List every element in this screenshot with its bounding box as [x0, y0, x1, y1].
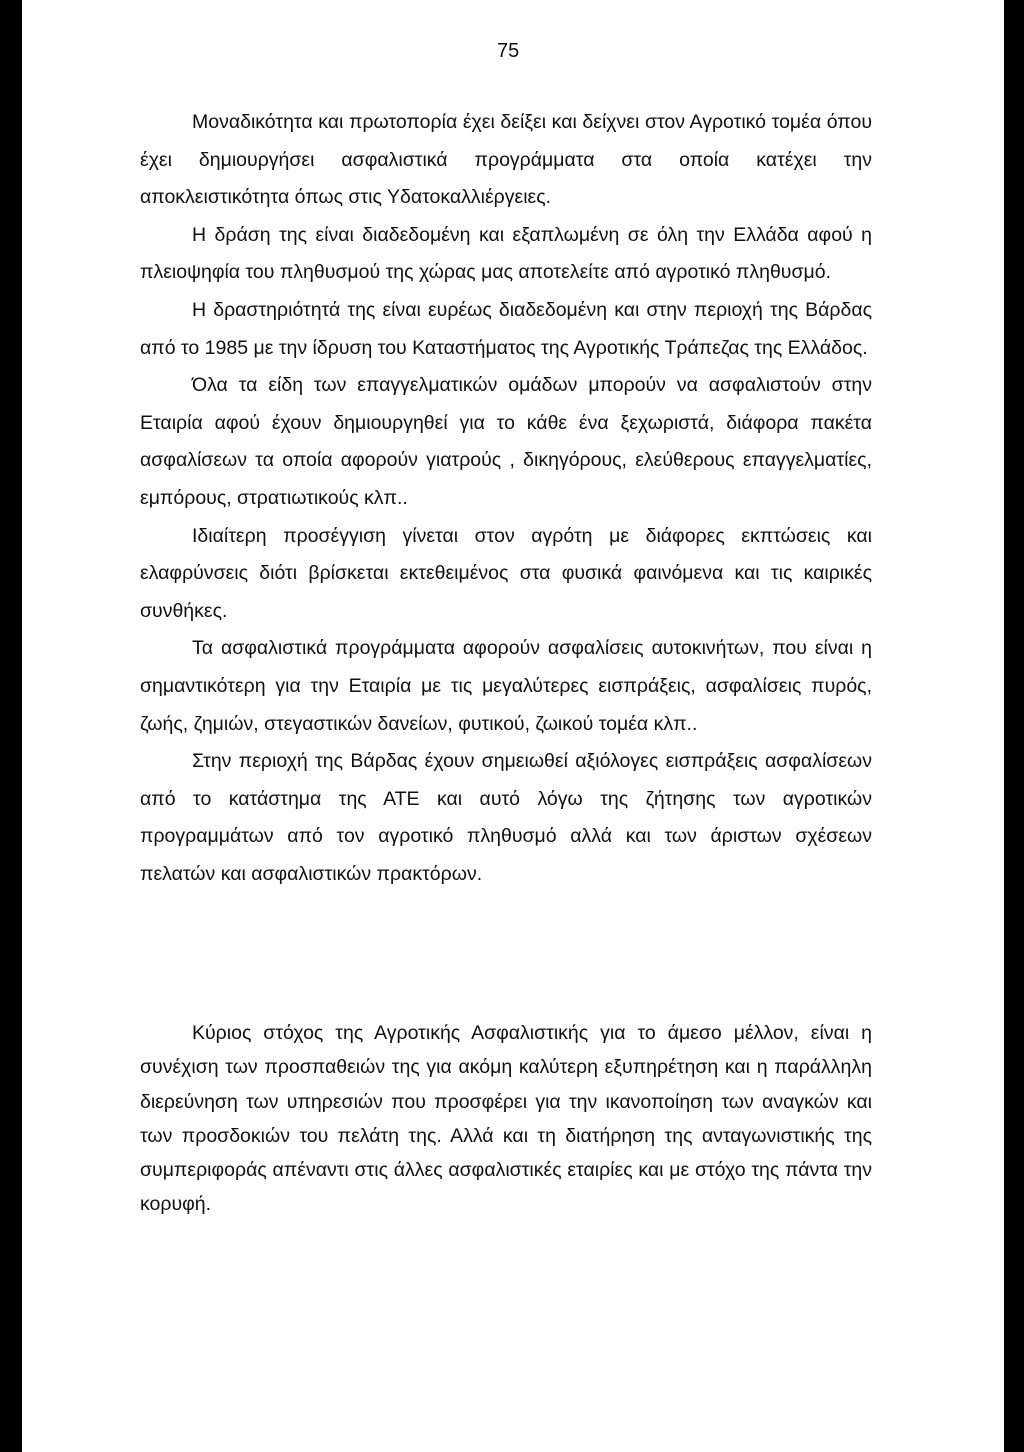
paragraph-varda-activity: Η δραστηριότητά της είναι ευρέως διαδεδομένη και στην περιοχή της Βάρδας από το 1985 με την ίδρυση του Καταστήματος της Αγροτικής Τράπεζας της Ελλάδος. — [140, 298, 872, 359]
paragraph-varda-receipts: Στην περιοχή της Βάρδας έχουν σημειωθεί αξιόλογες εισπράξεις ασφαλίσεων από το κατάστημα της ΑΤΕ και αυτό λόγω της ζήτησης των αγροτικών προγραμμάτων από τον αγροτικό πληθυσμό αλλά και των άριστων σχέσεων πελατών και ασφαλιστικών πρακτόρων. — [140, 750, 872, 885]
paragraph-main-goal: Κύριος στόχος της Αγροτικής Ασφαλιστικής για το άμεσο μέλλον, είναι η συνέχιση των προσπαθειών της για ακόμη καλύτερη εξυπηρέτηση και η παράλληλη διερεύνηση των υπηρεσιών που προσφέρει για την ικανοποίηση των αναγκών και των προσδοκιών του πελάτη της. Αλλά και τη διατήρηση της ανταγωνιστικής της συμπεριφοράς απέναντι στις άλλες ασφαλιστικές εταιρίες και με στόχο της πάντα την κορυφή. — [140, 1022, 872, 1216]
body-text-goal — [140, 1016, 872, 1222]
body-text-main — [140, 104, 872, 893]
document-page — [22, 0, 1004, 1452]
paragraph-spread: Η δράση της είναι διαδεδομένη και εξαπλωμένη σε όλη την Ελλάδα αφού η πλειοψηφία του πληθυσμού της χώρας μας αποτελείτε από αγροτικό πληθυσμό. — [140, 223, 872, 284]
paragraph-uniqueness: Μοναδικότητα και πρωτοπορία έχει δείξει και δείχνει στον Αγροτικό τομέα όπου έχει δημιουργήσει ασφαλιστικά προγράμματα στα οποία κατέχει την αποκλειστικότητα όπως στις Υδατοκαλλιέργειες. — [140, 111, 872, 209]
paragraph-farmer-approach: Ιδιαίτερη προσέγγιση γίνεται στον αγρότη με διάφορες εκπτώσεις και ελαφρύνσεις διότι βρίσκεται εκτεθειμένος στα φυσικά φαινόμενα και τις καιρικές συνθήκες. — [140, 524, 872, 622]
paragraph-insurance-programs: Τα ασφαλιστικά προγράμματα αφορούν ασφαλίσεις αυτοκινήτων, που είναι η σημαντικότερη για την Εταιρία με τις μεγαλύτερες εισπράξεις, ασφαλίσεις πυρός, ζωής, ζημιών, στεγαστικών δανείων, φυτικού, ζωικού τομέα κλπ.. — [140, 637, 872, 735]
paragraph-professional-groups: Όλα τα είδη των επαγγελματικών ομάδων μπορούν να ασφαλιστούν στην Εταιρία αφού έχουν δημιουργηθεί για το κάθε ένα ξεχωριστά, διάφορα πακέτα ασφαλίσεων τα οποία αφορούν γιατρούς , δικηγόρους, ελεύθερους επαγγελματίες, εμπόρους, στρατιωτικούς κλπ.. — [140, 374, 872, 509]
page-number: 75 — [497, 40, 520, 62]
